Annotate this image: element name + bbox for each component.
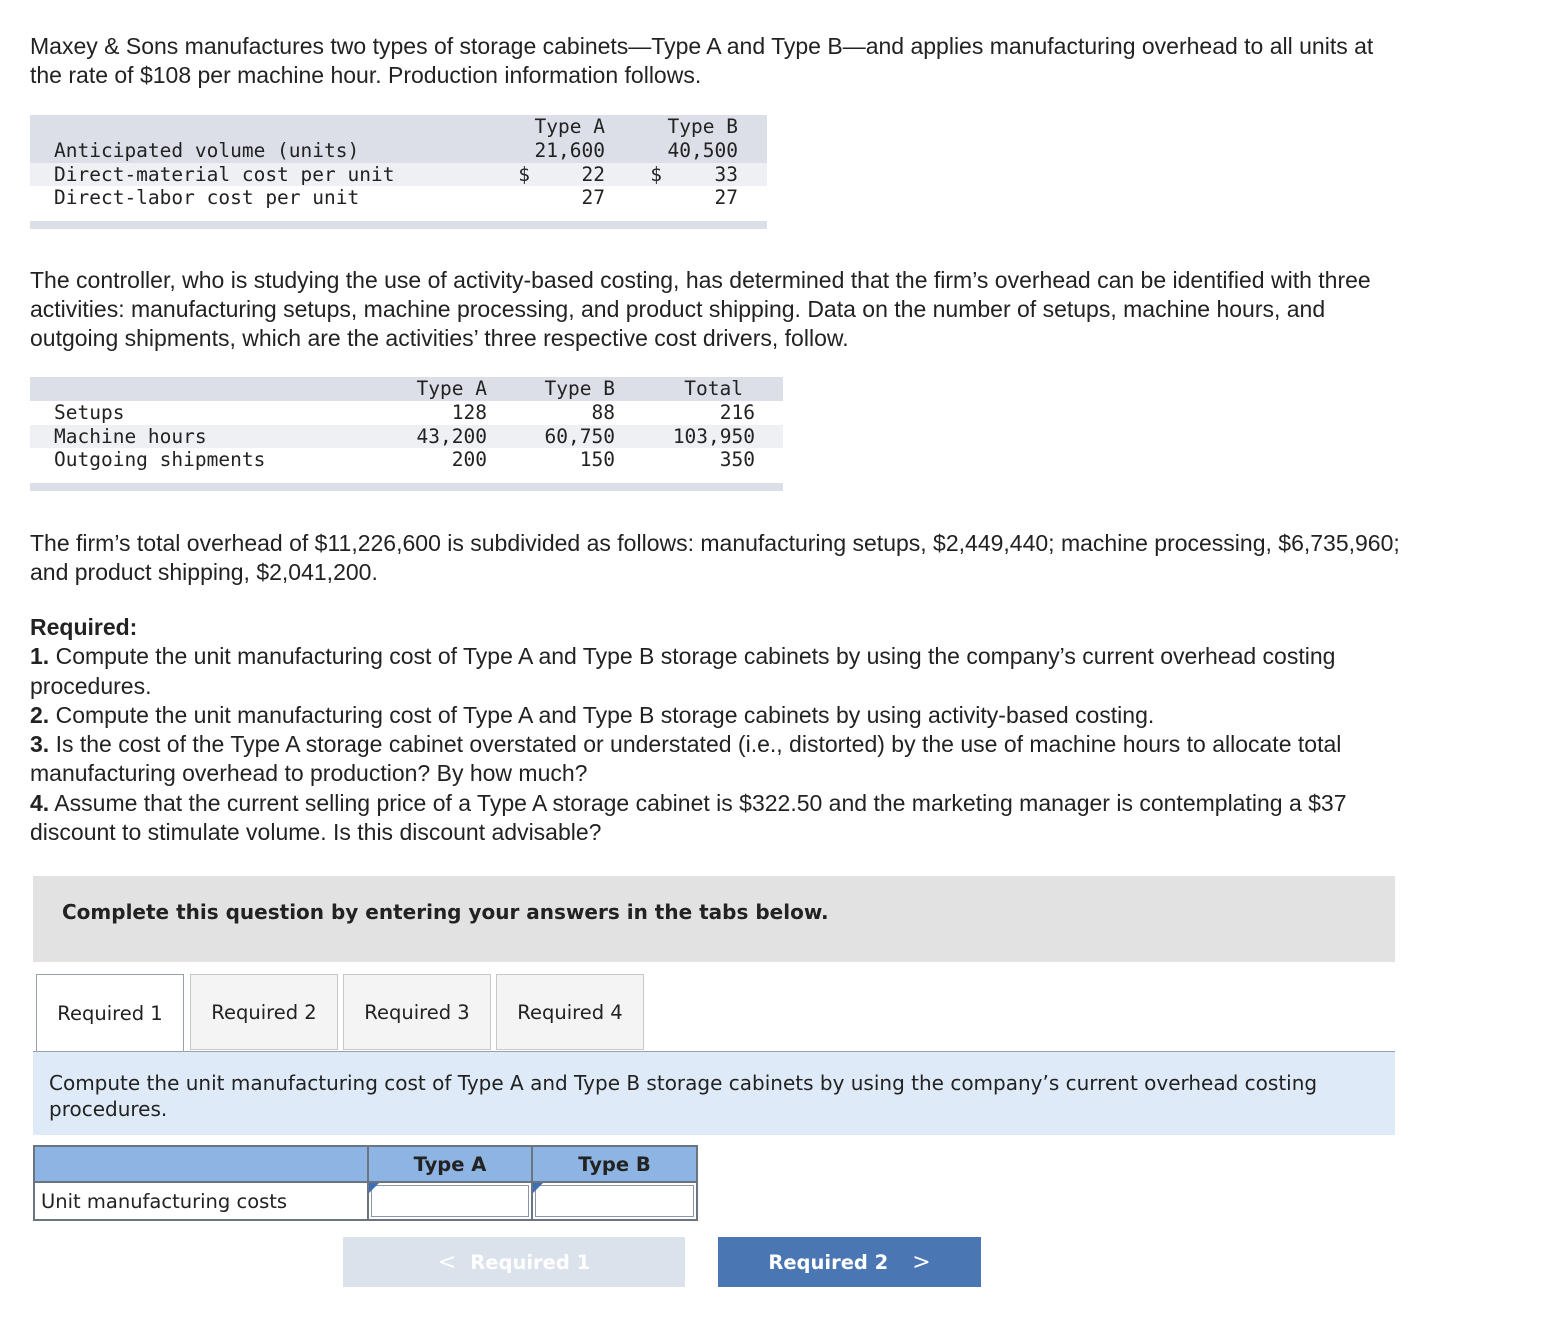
intro-paragraph <box>30 32 1373 90</box>
required-4-number: 4. <box>30 789 50 816</box>
col-header-total: Total <box>684 377 743 400</box>
input-box[interactable] <box>535 1185 694 1217</box>
cell-total: 216 <box>719 401 755 424</box>
cell-type-a: 128 <box>451 401 487 424</box>
table-row <box>30 448 783 472</box>
currency-sign: $ <box>518 162 530 186</box>
para2-line-1: The controller, who is studying the use of activity-based costing, has determined that the firm’s overhead can be identified with three <box>30 267 1371 293</box>
currency-sign: $ <box>650 162 662 186</box>
input-indicator-icon <box>533 1183 543 1193</box>
required-1-text-cont: procedures. <box>30 672 152 699</box>
tab-required-2[interactable]: Required 2 <box>190 974 338 1050</box>
controller-paragraph <box>30 266 1371 353</box>
required-2-text: Compute the unit manufacturing cost of Type A and Type B storage cabinets by using activity-based costing. <box>49 701 1155 728</box>
input-indicator-icon <box>369 1183 379 1193</box>
previous-button[interactable] <box>343 1237 685 1287</box>
cell-type-a: 21,600 <box>534 139 605 162</box>
cell-type-b: 33 <box>714 162 738 186</box>
required-3-text: Is the cost of the Type A storage cabinet overstated or understated (i.e., distorted) by the use of machine hours to allocate total <box>49 731 1342 758</box>
chevron-left-icon: < <box>437 1249 457 1275</box>
required-section <box>30 613 1347 847</box>
panel-line-2: procedures. <box>49 1097 168 1121</box>
table-bottom-bar <box>30 221 767 229</box>
instruction-banner: Complete this question by entering your answers in the tabs below. <box>33 876 1395 962</box>
cell-type-b: 150 <box>579 448 615 471</box>
table-header-row <box>30 115 767 139</box>
row-label: Anticipated volume (units) <box>54 139 360 162</box>
col-header-type-b: Type B <box>544 377 615 400</box>
para3-line-1: The firm’s total overhead of $11,226,600 is subdivided as follows: manufacturing setups, $2,449,440; machine processing, $6,735,960; <box>30 530 1400 556</box>
cell-type-b: 60,750 <box>544 424 615 448</box>
cell-type-a: 27 <box>581 186 605 209</box>
cell-type-a: 43,200 <box>416 424 487 448</box>
required-4-text-cont: discount to stimulate volume. Is this discount advisable? <box>30 819 602 846</box>
required-title: Required: <box>30 614 138 640</box>
tab-required-3[interactable]: Required 3 <box>343 974 491 1050</box>
answer-row-label: Unit manufacturing costs <box>33 1183 369 1221</box>
next-button-label: Required 2 <box>768 1250 889 1274</box>
required-3-number: 3. <box>30 731 50 758</box>
required-2-number: 2. <box>30 701 50 728</box>
cell-type-b: 40,500 <box>667 139 738 162</box>
row-label: Direct-labor cost per unit <box>54 186 360 209</box>
table-row <box>30 163 767 187</box>
cell-type-a: 22 <box>581 162 605 186</box>
cell-total: 350 <box>719 448 755 471</box>
row-label: Direct-material cost per unit <box>54 162 395 186</box>
cell-type-b: 27 <box>714 186 738 209</box>
row-label: Machine hours <box>54 424 207 448</box>
table-row <box>30 425 783 449</box>
col-header-type-a: Type A <box>416 377 487 400</box>
answer-col-type-b: Type B <box>531 1145 698 1183</box>
table-header-row <box>30 377 783 401</box>
para2-line-3: outgoing shipments, which are the activities’ three respective cost drivers, follow. <box>30 325 849 351</box>
previous-button-label: Required 1 <box>470 1250 591 1274</box>
row-label: Outgoing shipments <box>54 448 266 471</box>
tab-panel-instructions <box>33 1051 1395 1135</box>
panel-line-1: Compute the unit manufacturing cost of Type A and Type B storage cabinets by using the company’s current overhead costing <box>49 1071 1318 1095</box>
answer-col-type-a: Type A <box>367 1145 533 1183</box>
tab-required-4[interactable]: Required 4 <box>496 974 644 1050</box>
production-info-table <box>30 115 767 230</box>
cost-driver-table <box>30 377 783 492</box>
col-header-type-b: Type B <box>667 115 738 138</box>
tab-required-1[interactable]: Required 1 <box>36 974 184 1052</box>
para2-line-2: activities: manufacturing setups, machine processing, and product shipping. Data on the number of setups, machine hours, and <box>30 296 1326 322</box>
row-label: Setups <box>54 401 125 424</box>
required-1-number: 1. <box>30 643 50 670</box>
input-box[interactable] <box>371 1185 529 1217</box>
intro-line-1: Maxey & Sons manufactures two types of storage cabinets—Type A and Type B—and applies manufacturing overhead to all units at <box>30 33 1374 59</box>
cell-type-b: 88 <box>591 401 615 424</box>
required-4-text: Assume that the current selling price of a Type A storage cabinet is $322.50 and the marketing manager is contemplating a $37 <box>49 789 1347 816</box>
intro-line-2: the rate of $108 per machine hour. Production information follows. <box>30 62 702 88</box>
required-3-text-cont: manufacturing overhead to production? By how much? <box>30 760 588 787</box>
table-row <box>30 186 767 210</box>
table-bottom-bar <box>30 483 783 491</box>
type-b-unit-cost-input[interactable] <box>531 1183 698 1221</box>
chevron-right-icon: > <box>912 1249 931 1275</box>
table-row <box>30 401 783 425</box>
cell-type-a: 200 <box>451 448 487 471</box>
cell-total: 103,950 <box>672 424 755 448</box>
next-button[interactable] <box>718 1237 981 1287</box>
col-header-type-a: Type A <box>534 115 605 138</box>
para3-line-2: and product shipping, $2,041,200. <box>30 559 378 585</box>
overhead-paragraph <box>30 529 1400 587</box>
answer-header-blank <box>33 1145 369 1183</box>
required-1-text: Compute the unit manufacturing cost of Type A and Type B storage cabinets by using the company’s current overhead costing <box>49 643 1336 670</box>
table-row <box>30 139 767 163</box>
type-a-unit-cost-input[interactable] <box>367 1183 533 1221</box>
